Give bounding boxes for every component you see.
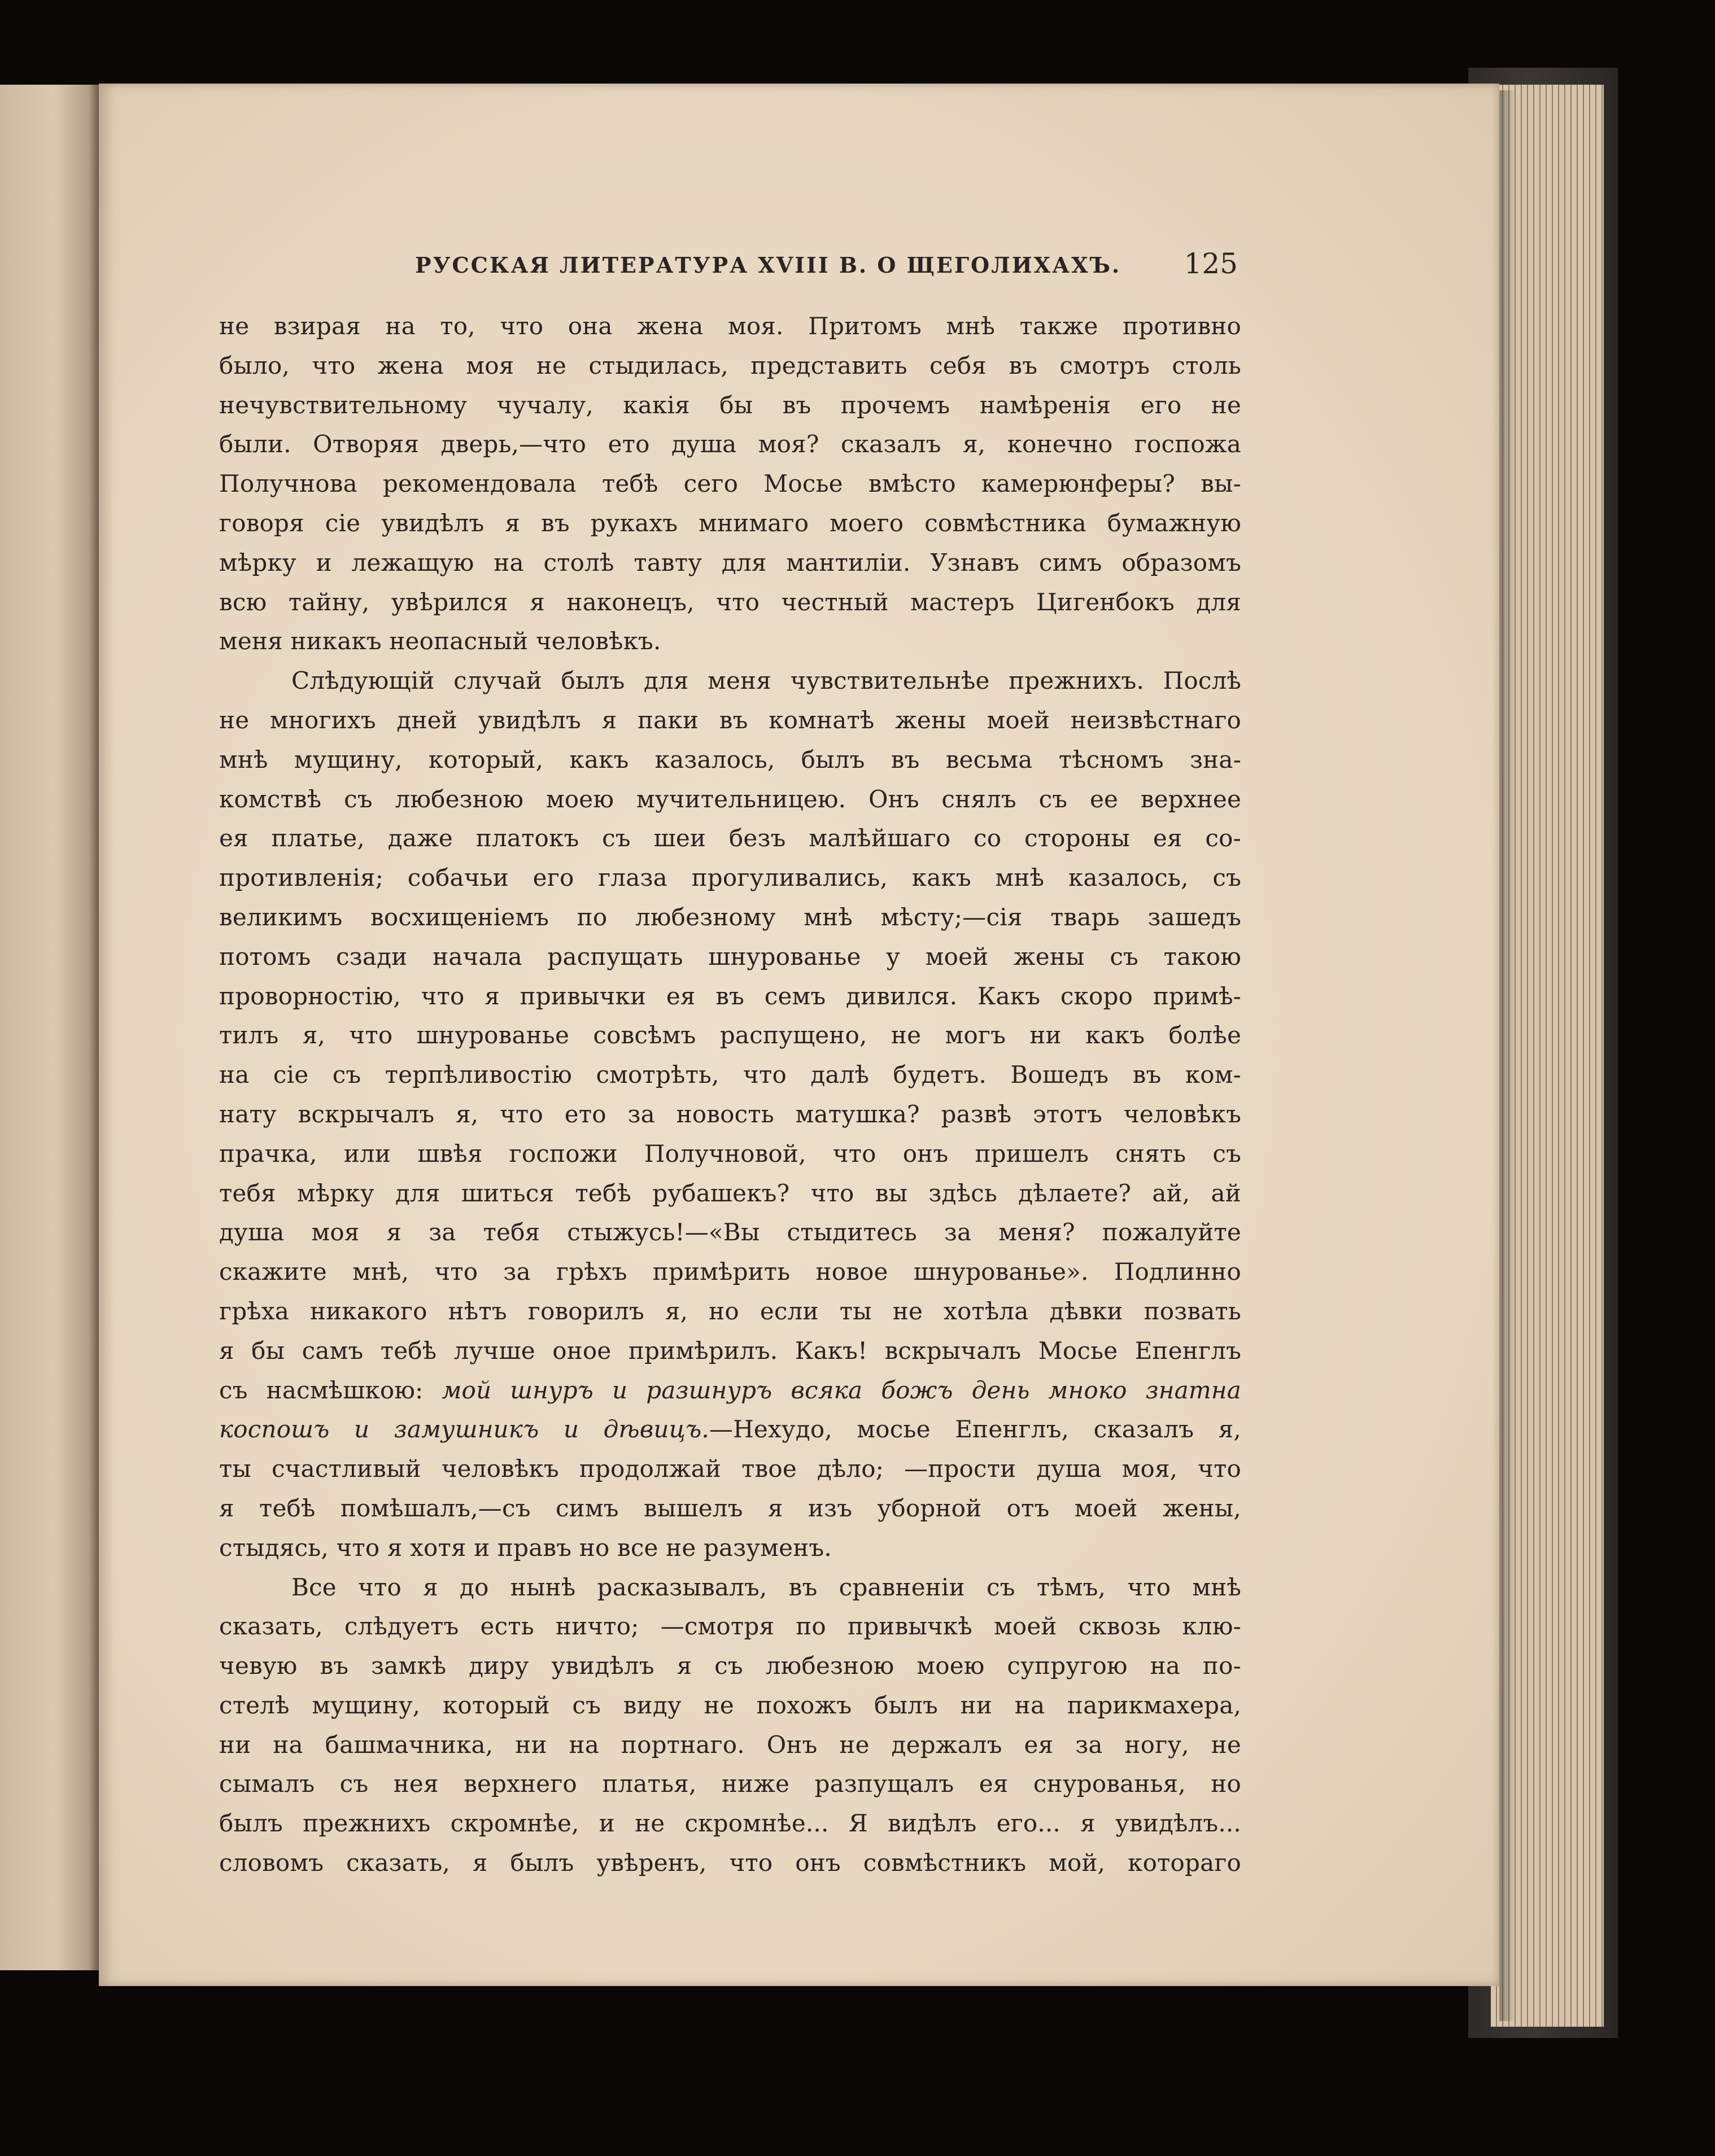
text-line: стелѣ мущину, который съ виду не похожъ былъ ни на парикмахера, [219, 1691, 1241, 1719]
text-line: тебя мѣрку для шиться тебѣ рубашекъ? что вы здѣсь дѣлаете? ай, ай [219, 1179, 1241, 1207]
paragraph-start-line: Слѣдующій случай былъ для меня чувствительнѣе прежнихъ. Послѣ [291, 667, 1241, 695]
page-shadow [1499, 90, 1515, 2021]
text-line: Получнова рекомендовала тебѣ сего Мосье вмѣсто камерюнферы? вы- [219, 470, 1241, 498]
text-line: потомъ сзади начала распущать шнурованье у моей жены съ такою [219, 942, 1241, 970]
text-line: грѣха никакого нѣтъ говорилъ я, но если ты не хотѣла дѣвки позвать [219, 1297, 1241, 1325]
text-line: былъ прежнихъ скромнѣе, и не скромнѣе... Я видѣлъ его... я увидѣлъ... [219, 1809, 1241, 1838]
text-line: меня никакъ неопасный человѣкъ. [219, 627, 661, 655]
text-line: всю тайну, увѣрился я наконецъ, что честный мастеръ Цигенбокъ для [219, 588, 1241, 616]
body-text [219, 307, 1241, 1883]
mixed-italic-line [219, 1410, 1241, 1449]
text-line: нату вскрычалъ я, что ето за новость матушка? развѣ этотъ человѣкъ [219, 1100, 1241, 1128]
text-line: были. Отворяя дверь,—что ето душа моя? сказалъ я, конечно госпожа [219, 430, 1241, 458]
text-line: тилъ я, что шнурованье совсѣмъ распущено, не могъ ни какъ болѣе [219, 1021, 1241, 1049]
running-title: РУССКАЯ ЛИТЕРАТУРА XVIII В. О ЩЕГОЛИХАХЪ. [415, 252, 1121, 278]
text-line: словомъ сказать, я былъ увѣренъ, что онъ совмѣстникъ мой, котораго [219, 1849, 1241, 1877]
text-line: скажите мнѣ, что за грѣхъ примѣрить новое шнурованье». Подлинно [219, 1258, 1241, 1286]
text-line: мнѣ мущину, который, какъ казалось, былъ въ весьма тѣсномъ зна- [219, 745, 1241, 773]
text-line: ея платье, даже платокъ съ шеи безъ малѣйшаго со стороны ея со- [219, 824, 1241, 852]
italic-quote: мой шнуръ и разшнуръ всяка божъ день мноко знатна [442, 1376, 1242, 1404]
text-line: говоря сіе увидѣлъ я въ рукахъ мнимаго моего совмѣстника бумажную [219, 509, 1241, 537]
paragraph-start-line: Все что я до нынѣ расказывалъ, въ сравненіи съ тѣмъ, что мнѣ [291, 1573, 1241, 1601]
page-number: 125 [1184, 247, 1238, 280]
text-line: ты счастливый человѣкъ продолжай твое дѣло; —прости душа моя, что [219, 1455, 1241, 1483]
text-line: стыдясь, что я хотя и правъ но все не разуменъ. [219, 1533, 832, 1562]
text-line: противленія; собачьи его глаза прогуливались, какъ мнѣ казалось, съ [219, 864, 1241, 892]
facing-page-edge [0, 85, 99, 1970]
text-line: сымалъ съ нея верхнего платья, ниже разпущалъ ея снурованья, но [219, 1770, 1241, 1798]
italic-quote: коспошъ и замушникъ и дѣвицъ. [219, 1415, 709, 1444]
text-line: комствѣ съ любезною моею мучительницею. Онъ снялъ съ ее верхнее [219, 785, 1241, 813]
text-line: проворностію, что я привычки ея въ семъ дивился. Какъ скоро примѣ- [219, 982, 1241, 1010]
text-line: чевую въ замкѣ диру увидѣлъ я съ любезною моею супругою на по- [219, 1652, 1241, 1680]
text-line: было, что жена моя не стыдилась, представить себя въ смотръ столь [219, 351, 1241, 379]
text-line: мѣрку и лежащую на столѣ тавту для мантиліи. Узнавъ симъ образомъ [219, 548, 1241, 576]
text-line: не многихъ дней увидѣлъ я паки въ комнатѣ жены моей неизвѣстнаго [219, 706, 1241, 734]
text-segment: съ насмѣшкою: [219, 1376, 424, 1404]
text-segment: —Нехудо, мосье Епенглъ, сказалъ я, [709, 1415, 1241, 1444]
text-line: я тебѣ помѣшалъ,—съ симъ вышелъ я изъ уборной отъ моей жены, [219, 1494, 1241, 1522]
text-line: сказать, слѣдуетъ есть ничто; —смотря по привычкѣ моей сквозь клю- [219, 1612, 1241, 1641]
text-line: прачка, или швѣя госпожи Получновой, что онъ пришелъ снять съ [219, 1139, 1241, 1167]
text-line: ни на башмачника, ни на портнаго. Онъ не держалъ ея за ногу, не [219, 1730, 1241, 1759]
text-line: не взирая на то, что она жена моя. Притомъ мнѣ также противно [219, 312, 1241, 340]
text-line: нечувствительному чучалу, какія бы въ прочемъ намѣренія его не [219, 391, 1241, 419]
text-line: великимъ восхищеніемъ по любезному мнѣ мѣсту;—сія тварь зашедъ [219, 903, 1241, 931]
mixed-italic-line [219, 1371, 1241, 1410]
text-line: на сіе съ терпѣливостію смотрѣть, что далѣ будетъ. Вошедъ въ ком- [219, 1061, 1241, 1089]
text-line: душа моя я за тебя стыжусь!—«Вы стыдитесь за меня? пожалуйте [219, 1218, 1241, 1247]
text-line: я бы самъ тебѣ лучше оное примѣрилъ. Какъ! вскрычалъ Мосье Епенглъ [219, 1336, 1241, 1365]
